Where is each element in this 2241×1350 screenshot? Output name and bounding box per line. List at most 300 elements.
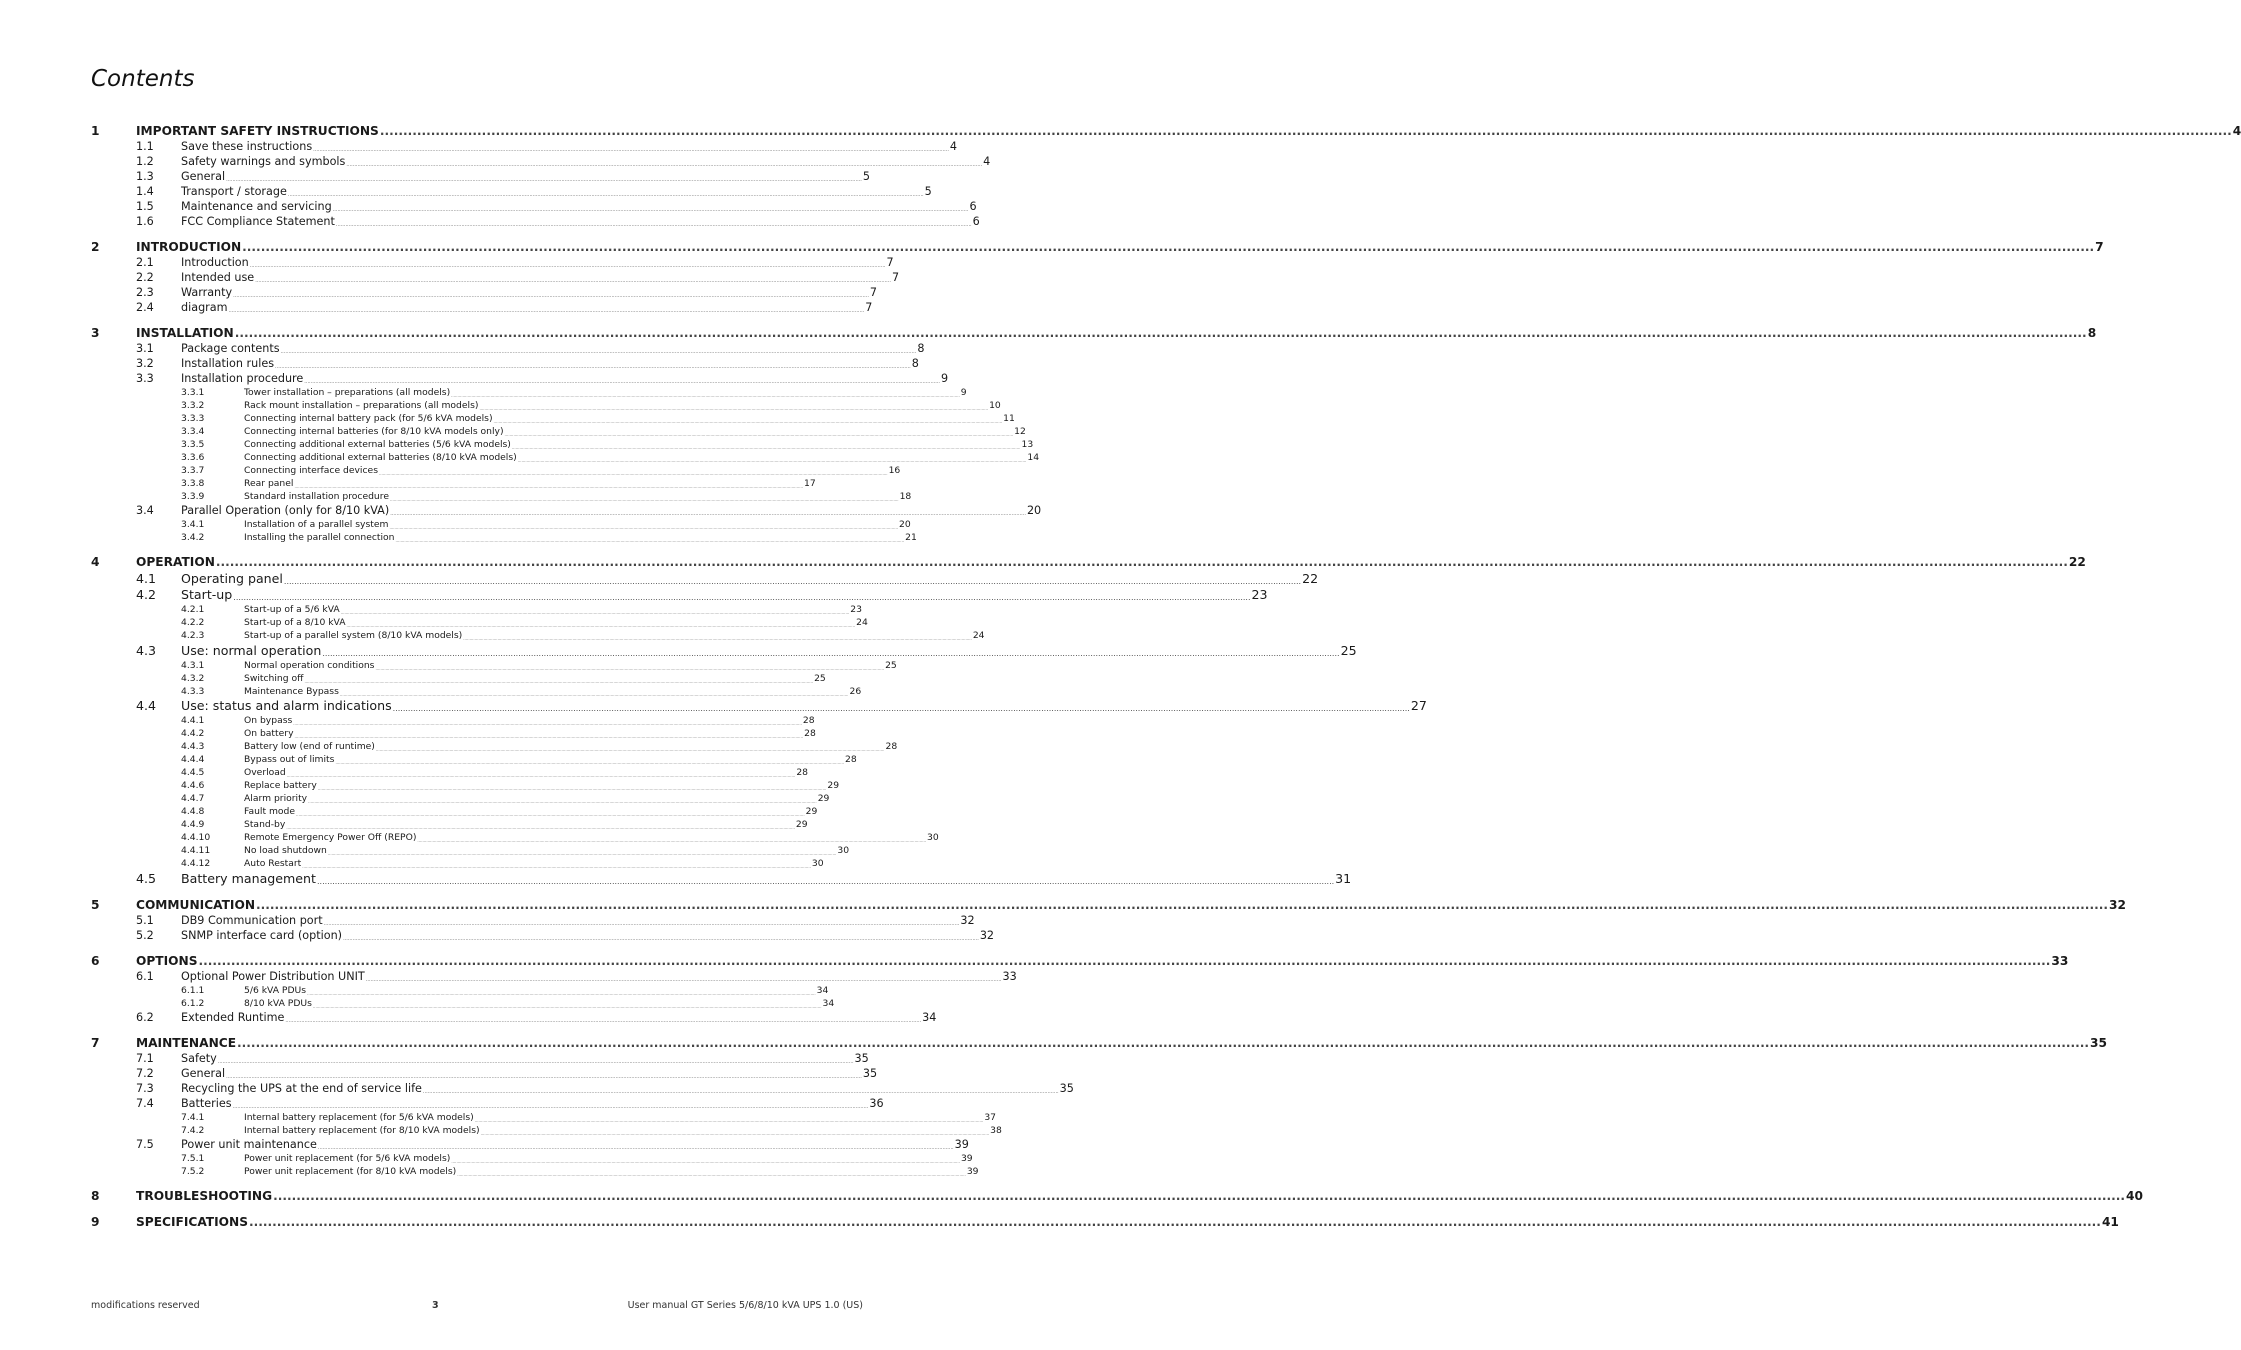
toc-entry[interactable] <box>91 684 862 697</box>
toc-entry[interactable] <box>91 269 900 284</box>
toc-entry-title: On battery <box>244 728 294 739</box>
toc-entry[interactable] <box>91 791 830 804</box>
toc-entry[interactable] <box>91 168 870 183</box>
toc-entry-number: 5.2 <box>136 928 154 942</box>
toc-entry-title: FCC Compliance Statement <box>181 215 335 228</box>
toc-entry-page: 33 <box>2051 953 2069 968</box>
toc-entry-number: 1.6 <box>136 215 154 228</box>
dot-leader: ................................................................................................................................................................................................................................................................................................................................................................................................................ <box>226 177 862 183</box>
toc-entry-number: 7.1 <box>136 1051 154 1065</box>
toc-entry-title: Connecting interface devices <box>244 465 378 476</box>
toc-entry[interactable] <box>91 739 898 752</box>
toc-entry[interactable] <box>91 912 975 927</box>
toc-entry-number: 4.4.9 <box>181 819 205 830</box>
toc-entry-title: Normal operation conditions <box>244 659 375 671</box>
toc-entry-number: 1.1 <box>136 140 154 153</box>
dot-leader: ................................................................................................................................................................................................................................................................................................................................................................................................................ <box>287 192 924 198</box>
toc-entry-page: 7 <box>865 301 873 314</box>
toc-entry-number: 3.4 <box>136 504 154 517</box>
toc-entry-title: Extended Runtime <box>181 1010 285 1024</box>
toc-entry-number: 1.5 <box>136 200 154 213</box>
toc-entry-title: OPTIONS <box>136 953 198 968</box>
toc-entry-page: 7 <box>891 271 900 284</box>
toc-entry-page: 6 <box>969 200 977 213</box>
toc-entry[interactable] <box>91 869 1352 886</box>
toc-entry-page: 28 <box>802 715 815 726</box>
toc-entry-title: Optional Power Distribution UNIT <box>181 969 365 983</box>
dot-leader: ................................................................................................................................................................................................................................................................................................................................................................................................................ <box>389 525 899 530</box>
toc-entry-page: 11 <box>1003 413 1015 424</box>
toc-entry-number: 3 <box>91 326 100 340</box>
toc-entry-number: 4.2.3 <box>181 630 205 641</box>
toc-entry[interactable] <box>91 1080 1074 1095</box>
dot-leader: ................................................................................................................................................................................................................................................................................................................................................................................................................ <box>286 773 796 778</box>
toc-entry[interactable] <box>91 778 840 791</box>
dot-leader: ................................................................................................................................................................................................................................................................................................................................................................................................................ <box>422 1088 1059 1095</box>
toc-entry-title: Installation of a parallel system <box>244 519 389 530</box>
toc-entry-page: 5 <box>862 170 870 183</box>
toc-entry-title: Recycling the UPS at the end of service life <box>181 1081 422 1095</box>
toc-entry-page: 13 <box>1021 439 1034 450</box>
toc-entry-number: 4.3.1 <box>181 659 205 671</box>
toc-entry-number: 6.2 <box>136 1010 154 1024</box>
toc-entry-title: Power unit maintenance <box>181 1137 317 1151</box>
toc-entry[interactable] <box>91 198 977 213</box>
toc-entry[interactable] <box>91 890 2126 912</box>
toc-entry-title: Internal battery replacement (for 8/10 kVA models) <box>244 1124 480 1136</box>
toc-entry[interactable] <box>91 254 894 269</box>
toc-entry[interactable] <box>91 726 816 739</box>
toc-entry-title: OPERATION <box>136 555 215 569</box>
toc-entry-number: 3.3 <box>136 372 154 385</box>
dot-leader: ................................................................................................................................................................................................................................................................................................................................................................................................................ <box>233 593 1251 602</box>
toc-entry-title: 5/6 kVA PDUs <box>244 984 307 996</box>
toc-entry-title: Package contents <box>181 342 280 355</box>
toc-entry-number: 7.2 <box>136 1066 154 1080</box>
toc-entry[interactable] <box>91 120 2241 138</box>
toc-entry-number: 7.4.1 <box>181 1111 205 1123</box>
toc-entry-title: Installation rules <box>181 357 275 370</box>
toc-entry[interactable] <box>91 602 862 615</box>
toc-entry-number: 3.1 <box>136 342 154 355</box>
dot-leader: ................................................................................................................................................................................................................................................................................................................................................................................................................ <box>255 278 891 284</box>
toc-entry-page: 35 <box>854 1051 869 1065</box>
dot-leader: ................................................................................................................................................................................................................................................................................................................................................................................................................ <box>375 747 885 752</box>
toc-entry-page: 14 <box>1027 452 1040 463</box>
toc-entry-page: 34 <box>822 997 835 1009</box>
toc-entry[interactable] <box>91 530 917 543</box>
toc-entry[interactable] <box>91 547 2086 569</box>
dot-leader: ................................................................................................................................................................................................................................................................................................................................................................................................................ <box>233 293 869 299</box>
toc-entry-number: 7.4.2 <box>181 1124 205 1136</box>
toc-entry-number: 4.4 <box>136 698 157 713</box>
toc-entry-number: 1 <box>91 124 100 138</box>
toc-entry-page: 33 <box>1002 969 1017 983</box>
toc-entry-title: Tower installation – preparations (all models) <box>244 387 451 398</box>
toc-entry[interactable] <box>91 697 1427 714</box>
toc-entry-number: 2.4 <box>136 301 154 314</box>
dot-leader: ................................................................................................................................................................................................................................................................................................................................................................................................................ <box>379 124 2232 138</box>
dot-leader: ................................................................................................................................................................................................................................................................................................................................................................................................................ <box>302 864 811 869</box>
footer-document-title: User manual GT Series 5/6/8/10 kVA UPS 1.0 (US) <box>627 1300 863 1311</box>
toc-entry-number: 3.3.9 <box>181 491 205 502</box>
toc-entry-title: Power unit replacement (for 8/10 kVA models) <box>244 1165 457 1177</box>
toc-entry-title: Warranty <box>181 286 233 299</box>
toc-entry-title: Battery low (end of runtime) <box>244 741 375 752</box>
toc-entry-page: 32 <box>979 928 995 942</box>
toc-entry-page: 24 <box>972 630 985 641</box>
toc-entry[interactable] <box>91 615 868 628</box>
toc-entry-number: 2.2 <box>136 271 154 284</box>
toc-entry-number: 4.4.4 <box>181 754 205 765</box>
toc-entry-title: Safety warnings and symbols <box>181 155 346 168</box>
toc-entry[interactable] <box>91 752 857 765</box>
toc-entry-title: MAINTENANCE <box>136 1035 237 1050</box>
dot-leader: ................................................................................................................................................................................................................................................................................................................................................................................................................ <box>451 393 960 398</box>
toc-entry-number: 6 <box>91 953 100 968</box>
toc-entry-page: 40 <box>2126 1188 2143 1203</box>
toc-entry-title: Start-up <box>181 587 233 602</box>
toc-entry-title: 8/10 kVA PDUs <box>244 997 312 1009</box>
dot-leader: ................................................................................................................................................................................................................................................................................................................................................................................................................ <box>457 1171 966 1177</box>
dot-leader: ................................................................................................................................................................................................................................................................................................................................................................................................................ <box>389 497 899 502</box>
toc-entry-page: 28 <box>804 728 816 739</box>
toc-entry[interactable] <box>91 1207 2119 1229</box>
toc-entry[interactable] <box>91 713 815 726</box>
dot-leader: ................................................................................................................................................................................................................................................................................................................................................................................................................ <box>474 1117 984 1123</box>
toc-entry-title: INSTALLATION <box>136 326 234 340</box>
toc-entry-page: 32 <box>960 913 975 927</box>
toc-entry-page: 9 <box>941 372 949 385</box>
toc-entry[interactable] <box>91 628 985 641</box>
dot-leader: ................................................................................................................................................................................................................................................................................................................................................................................................................ <box>511 445 1021 450</box>
dot-leader: ................................................................................................................................................................................................................................................................................................................................................................................................................ <box>365 976 1002 983</box>
toc-entry-page: 30 <box>811 858 824 869</box>
dot-leader: ................................................................................................................................................................................................................................................................................................................................................................................................................ <box>493 419 1003 424</box>
dot-leader: ................................................................................................................................................................................................................................................................................................................................................................................................................ <box>217 1058 854 1065</box>
toc-entry-page: 26 <box>849 685 862 697</box>
toc-entry-number: 4.2.1 <box>181 604 205 615</box>
dot-leader: ................................................................................................................................................................................................................................................................................................................................................................................................................ <box>293 721 802 726</box>
dot-leader: ................................................................................................................................................................................................................................................................................................................................................................................................................ <box>343 935 979 942</box>
toc-entry-page: 28 <box>885 741 898 752</box>
toc-entry-title: Rear panel <box>244 478 294 489</box>
toc-entry-title: diagram <box>181 301 228 314</box>
toc-entry-number: 7.5.1 <box>181 1152 205 1164</box>
toc-entry[interactable] <box>91 1123 1002 1136</box>
toc-entry-page: 38 <box>990 1124 1002 1136</box>
toc-entry-number: 6.1.1 <box>181 984 205 996</box>
toc-entry[interactable] <box>91 411 1015 424</box>
dot-leader: ................................................................................................................................................................................................................................................................................................................................................................................................................ <box>479 406 989 411</box>
toc-entry[interactable] <box>91 983 829 996</box>
dot-leader: ................................................................................................................................................................................................................................................................................................................................................................................................................ <box>234 326 2087 340</box>
toc-entry[interactable] <box>91 1009 937 1024</box>
toc-entry-number: 8 <box>91 1188 100 1203</box>
toc-entry[interactable] <box>91 1110 997 1123</box>
table-of-contents <box>91 120 2241 1229</box>
toc-entry[interactable] <box>91 658 897 671</box>
dot-leader: ................................................................................................................................................................................................................................................................................................................................................................................................................ <box>322 648 1340 658</box>
toc-entry-number: 7.3 <box>136 1081 154 1095</box>
toc-entry[interactable] <box>91 138 958 153</box>
toc-entry-title: Maintenance and servicing <box>181 200 332 213</box>
toc-entry-page: 41 <box>2101 1214 2119 1229</box>
toc-entry-title: Internal battery replacement (for 5/6 kVA models) <box>244 1111 474 1123</box>
toc-entry-page: 28 <box>796 767 809 778</box>
toc-entry-number: 6.1 <box>136 969 154 983</box>
toc-entry-page: 20 <box>1026 504 1042 517</box>
toc-entry-number: 4.4.3 <box>181 741 205 752</box>
toc-entry[interactable] <box>91 450 1040 463</box>
toc-entry-title: Rack mount installation – preparations (all models) <box>244 400 479 411</box>
toc-entry-page: 7 <box>869 286 878 299</box>
toc-entry-page: 10 <box>989 400 1001 411</box>
dot-leader: ................................................................................................................................................................................................................................................................................................................................................................................................................ <box>308 799 817 804</box>
toc-entry[interactable] <box>91 385 967 398</box>
toc-entry-title: Start-up of a 8/10 kVA <box>244 617 346 628</box>
dot-leader: ................................................................................................................................................................................................................................................................................................................................................................................................................ <box>346 623 856 628</box>
dot-leader: ................................................................................................................................................................................................................................................................................................................................................................................................................ <box>395 538 905 543</box>
dot-leader: ................................................................................................................................................................................................................................................................................................................................................................................................................ <box>375 665 885 671</box>
toc-entry[interactable] <box>91 463 901 476</box>
toc-entry-number: 4.4.2 <box>181 728 205 739</box>
dot-leader: ................................................................................................................................................................................................................................................................................................................................................................................................................ <box>313 147 949 153</box>
toc-entry-page: 22 <box>2068 555 2086 569</box>
toc-entry[interactable] <box>91 355 919 370</box>
toc-entry[interactable] <box>91 927 995 942</box>
toc-entry-number: 3.4.1 <box>181 519 205 530</box>
page-number: 3 <box>432 1300 439 1311</box>
toc-entry[interactable] <box>91 1181 2143 1203</box>
toc-entry[interactable] <box>91 489 912 502</box>
dot-leader: ................................................................................................................................................................................................................................................................................................................................................................................................................ <box>390 511 1026 517</box>
toc-entry[interactable] <box>91 318 2097 340</box>
toc-entry-title: Battery management <box>181 870 316 886</box>
toc-entry[interactable] <box>91 569 1319 586</box>
page-title: Contents <box>91 66 195 92</box>
toc-entry-number: 3.3.1 <box>181 387 205 398</box>
dot-leader: ................................................................................................................................................................................................................................................................................................................................................................................................................ <box>283 576 1302 586</box>
toc-entry-page: 16 <box>888 465 901 476</box>
dot-leader: ................................................................................................................................................................................................................................................................................................................................................................................................................ <box>317 786 827 791</box>
toc-entry-page: 9 <box>960 387 967 398</box>
toc-entry[interactable] <box>91 996 835 1009</box>
toc-entry-page: 29 <box>817 793 830 804</box>
toc-entry-page: 4 <box>2232 124 2241 138</box>
dot-leader: ................................................................................................................................................................................................................................................................................................................................................................................................................ <box>392 704 1410 713</box>
toc-entry-page: 37 <box>984 1111 997 1123</box>
dot-leader: ................................................................................................................................................................................................................................................................................................................................................................................................................ <box>304 379 941 385</box>
dot-leader: ................................................................................................................................................................................................................................................................................................................................................................................................................ <box>294 734 804 739</box>
toc-entry[interactable] <box>91 370 949 385</box>
dot-leader: ................................................................................................................................................................................................................................................................................................................................................................................................................ <box>294 484 804 489</box>
toc-entry-page: 17 <box>804 478 816 489</box>
toc-entry-title: Use: status and alarm indications <box>181 698 392 713</box>
toc-entry[interactable] <box>91 232 2104 254</box>
toc-entry[interactable] <box>91 517 911 530</box>
toc-entry-page: 39 <box>966 1165 979 1177</box>
toc-entry-number: 4.3.2 <box>181 672 205 684</box>
toc-entry-title: Save these instructions <box>181 140 313 153</box>
dot-leader: ................................................................................................................................................................................................................................................................................................................................................................................................................ <box>226 1073 862 1080</box>
toc-entry-number: 4.4.1 <box>181 715 205 726</box>
toc-entry-number: 7.5 <box>136 1137 154 1151</box>
dot-leader: ................................................................................................................................................................................................................................................................................................................................................................................................................ <box>249 1214 2101 1229</box>
toc-entry[interactable] <box>91 299 873 314</box>
toc-entry-number: 4.5 <box>136 870 157 886</box>
toc-entry-title: Switching off <box>244 672 304 684</box>
toc-entry-page: 29 <box>805 806 818 817</box>
dot-leader: ................................................................................................................................................................................................................................................................................................................................................................................................................ <box>517 458 1027 463</box>
toc-entry-page: 20 <box>899 519 911 530</box>
toc-entry[interactable] <box>91 437 1034 450</box>
toc-entry[interactable] <box>91 830 939 843</box>
toc-entry[interactable] <box>91 641 1357 658</box>
toc-entry-number: 3.3.8 <box>181 478 205 489</box>
toc-entry-title: Installation procedure <box>181 372 304 385</box>
toc-entry-number: 7 <box>91 1035 100 1050</box>
toc-entry[interactable] <box>91 765 809 778</box>
toc-entry-number: 4.4.6 <box>181 780 205 791</box>
dot-leader: ................................................................................................................................................................................................................................................................................................................................................................................................................ <box>256 897 2108 912</box>
toc-entry[interactable] <box>91 213 980 228</box>
toc-entry-number: 3.3.3 <box>181 413 205 424</box>
toc-entry-number: 4.2 <box>136 587 157 602</box>
toc-entry-page: 24 <box>856 617 868 628</box>
dot-leader: ................................................................................................................................................................................................................................................................................................................................................................................................................ <box>317 1144 954 1151</box>
toc-entry-number: 4.4.7 <box>181 793 205 804</box>
toc-entry-number: 4.4.8 <box>181 806 205 817</box>
dot-leader: ................................................................................................................................................................................................................................................................................................................................................................................................................ <box>335 222 972 228</box>
dot-leader: ................................................................................................................................................................................................................................................................................................................................................................................................................ <box>480 1130 990 1136</box>
toc-entry-title: Power unit replacement (for 5/6 kVA models) <box>244 1152 451 1164</box>
toc-entry-title: Use: normal operation <box>181 642 322 658</box>
toc-entry-number: 3.3.7 <box>181 465 205 476</box>
toc-entry-title: Batteries <box>181 1096 232 1110</box>
toc-entry-number: 3.3.4 <box>181 426 205 437</box>
dot-leader: ................................................................................................................................................................................................................................................................................................................................................................................................................ <box>285 1017 922 1024</box>
toc-entry-title: SPECIFICATIONS <box>136 1214 248 1229</box>
dot-leader: ................................................................................................................................................................................................................................................................................................................................................................................................................ <box>316 876 1335 886</box>
toc-entry[interactable] <box>91 183 932 198</box>
toc-entry-title: Stand-by <box>244 819 286 830</box>
toc-entry-title: Operating panel <box>181 570 283 586</box>
toc-entry-page: 34 <box>816 984 829 996</box>
toc-entry[interactable] <box>91 1028 2107 1050</box>
toc-entry-title: COMMUNICATION <box>136 897 256 912</box>
toc-entry-number: 4.3 <box>136 642 157 658</box>
toc-entry-number: 7.5.2 <box>181 1165 205 1177</box>
toc-entry[interactable] <box>91 1065 878 1080</box>
toc-entry-title: Auto Restart <box>244 858 302 869</box>
toc-entry[interactable] <box>91 968 1017 983</box>
toc-entry[interactable] <box>91 946 2069 968</box>
dot-leader: ................................................................................................................................................................................................................................................................................................................................................................................................................ <box>198 953 2051 968</box>
toc-entry[interactable] <box>91 398 1001 411</box>
toc-entry-number: 4.1 <box>136 570 157 586</box>
toc-entry-title: Connecting additional external batteries (5/6 kVA models) <box>244 439 511 450</box>
toc-entry[interactable] <box>91 1050 869 1065</box>
toc-entry-title: On bypass <box>244 715 293 726</box>
toc-entry-page: 25 <box>814 672 826 684</box>
toc-entry[interactable] <box>91 1095 884 1110</box>
toc-entry-number: 5 <box>91 897 100 912</box>
footer-note: modifications reserved <box>91 1300 200 1311</box>
toc-entry-title: Overload <box>244 767 286 778</box>
toc-entry-page: 35 <box>862 1066 878 1080</box>
toc-entry[interactable] <box>91 1151 973 1164</box>
toc-entry-number: 2.3 <box>136 286 154 299</box>
toc-entry-page: 5 <box>924 185 932 198</box>
toc-entry[interactable] <box>91 1164 979 1177</box>
toc-entry-number: 5.1 <box>136 913 154 927</box>
toc-entry-page: 29 <box>795 819 808 830</box>
dot-leader: ................................................................................................................................................................................................................................................................................................................................................................................................................ <box>417 838 927 843</box>
toc-entry-title: Connecting additional external batteries (8/10 kVA models) <box>244 452 517 463</box>
toc-entry[interactable] <box>91 817 808 830</box>
toc-entry-title: Connecting internal battery pack (for 5/6 kVA models) <box>244 413 493 424</box>
toc-entry-page: 7 <box>886 256 894 269</box>
toc-entry-title: Bypass out of limits <box>244 754 335 765</box>
toc-entry[interactable] <box>91 340 925 355</box>
toc-entry[interactable] <box>91 671 826 684</box>
toc-entry[interactable] <box>91 1136 969 1151</box>
toc-entry[interactable] <box>91 476 816 489</box>
dot-leader: ................................................................................................................................................................................................................................................................................................................................................................................................................ <box>215 555 2068 569</box>
toc-entry-number: 3.3.5 <box>181 439 205 450</box>
toc-entry-number: 4.3.3 <box>181 685 205 697</box>
dot-leader: ................................................................................................................................................................................................................................................................................................................................................................................................................ <box>275 364 911 370</box>
dot-leader: ................................................................................................................................................................................................................................................................................................................................................................................................................ <box>228 308 865 314</box>
toc-entry[interactable] <box>91 586 1268 603</box>
toc-entry-number: 1.2 <box>136 155 154 168</box>
toc-entry-page: 39 <box>954 1137 969 1151</box>
toc-entry[interactable] <box>91 502 1042 517</box>
dot-leader: ................................................................................................................................................................................................................................................................................................................................................................................................................ <box>280 349 917 355</box>
toc-entry-title: Remote Emergency Power Off (REPO) <box>244 832 417 843</box>
toc-entry-number: 4.4.5 <box>181 767 205 778</box>
dot-leader: ................................................................................................................................................................................................................................................................................................................................................................................................................ <box>335 760 845 765</box>
toc-entry-title: SNMP interface card (option) <box>181 928 343 942</box>
toc-entry-title: IMPORTANT SAFETY INSTRUCTIONS <box>136 124 379 138</box>
toc-entry-title: Fault mode <box>244 806 296 817</box>
dot-leader: ................................................................................................................................................................................................................................................................................................................................................................................................................ <box>273 1188 2126 1203</box>
toc-entry-title: Standard installation procedure <box>244 491 389 502</box>
toc-entry[interactable] <box>91 856 824 869</box>
dot-leader: ................................................................................................................................................................................................................................................................................................................................................................................................................ <box>346 162 983 168</box>
dot-leader: ................................................................................................................................................................................................................................................................................................................................................................................................................ <box>296 812 805 817</box>
toc-entry-page: 7 <box>2095 240 2104 254</box>
toc-entry[interactable] <box>91 153 991 168</box>
dot-leader: ................................................................................................................................................................................................................................................................................................................................................................................................................ <box>249 263 886 269</box>
toc-entry-page: 12 <box>1014 426 1026 437</box>
toc-entry[interactable] <box>91 843 850 856</box>
dot-leader: ................................................................................................................................................................................................................................................................................................................................................................................................................ <box>327 851 837 856</box>
toc-entry[interactable] <box>91 424 1026 437</box>
dot-leader: ................................................................................................................................................................................................................................................................................................................................................................................................................ <box>451 1158 960 1164</box>
toc-entry-number: 4.4.11 <box>181 845 211 856</box>
toc-entry-page: 35 <box>2089 1035 2107 1050</box>
toc-entry[interactable] <box>91 804 818 817</box>
toc-entry-number: 1.4 <box>136 185 154 198</box>
toc-entry-page: 35 <box>1059 1081 1074 1095</box>
toc-entry-title: Introduction <box>181 256 249 269</box>
toc-entry-page: 30 <box>837 845 850 856</box>
dot-leader: ................................................................................................................................................................................................................................................................................................................................................................................................................ <box>286 825 795 830</box>
toc-entry-number: 3.3.6 <box>181 452 205 463</box>
toc-entry[interactable] <box>91 284 878 299</box>
